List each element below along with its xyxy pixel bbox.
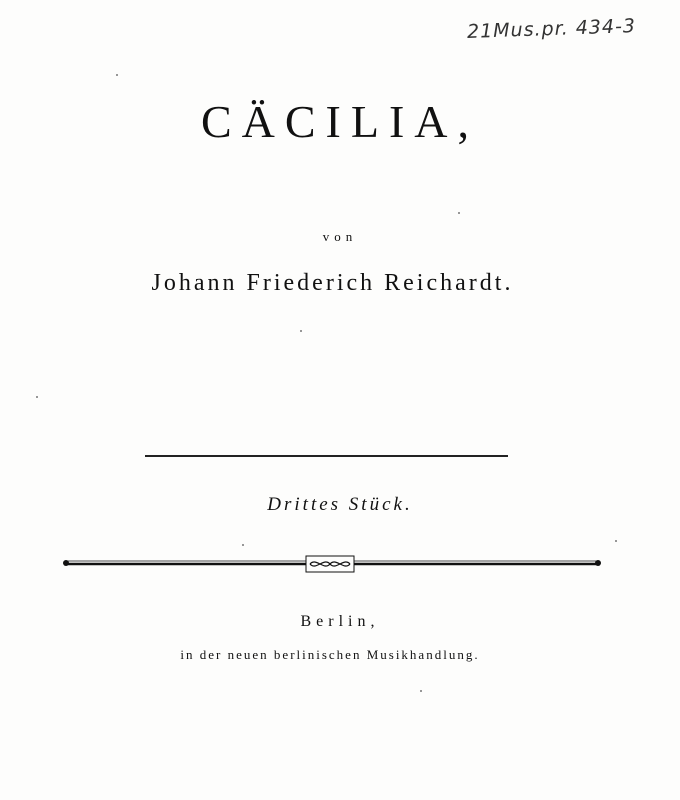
- paper-speck: [116, 74, 118, 76]
- paper-speck: [36, 396, 38, 398]
- paper-speck: [242, 544, 244, 546]
- ornamental-rule: [62, 552, 602, 576]
- author-name: Johann Friederich Reichardt.: [151, 270, 514, 296]
- paper-speck: [420, 690, 422, 692]
- imprint-publisher: in der neuen berlinischen Musikhandlung.: [180, 647, 480, 662]
- divider-rule: [145, 455, 508, 457]
- paper-speck: [300, 330, 302, 332]
- paper-speck: [615, 540, 617, 542]
- imprint-city: Berlin,: [300, 613, 380, 630]
- book-title: CÄCILIA,: [200, 96, 480, 147]
- handwritten-shelfmark: 21Mus.pr. 434-3: [466, 15, 637, 43]
- part-label: Drittes Stück.: [267, 494, 413, 515]
- by-line: von: [322, 229, 358, 244]
- paper-speck: [458, 212, 460, 214]
